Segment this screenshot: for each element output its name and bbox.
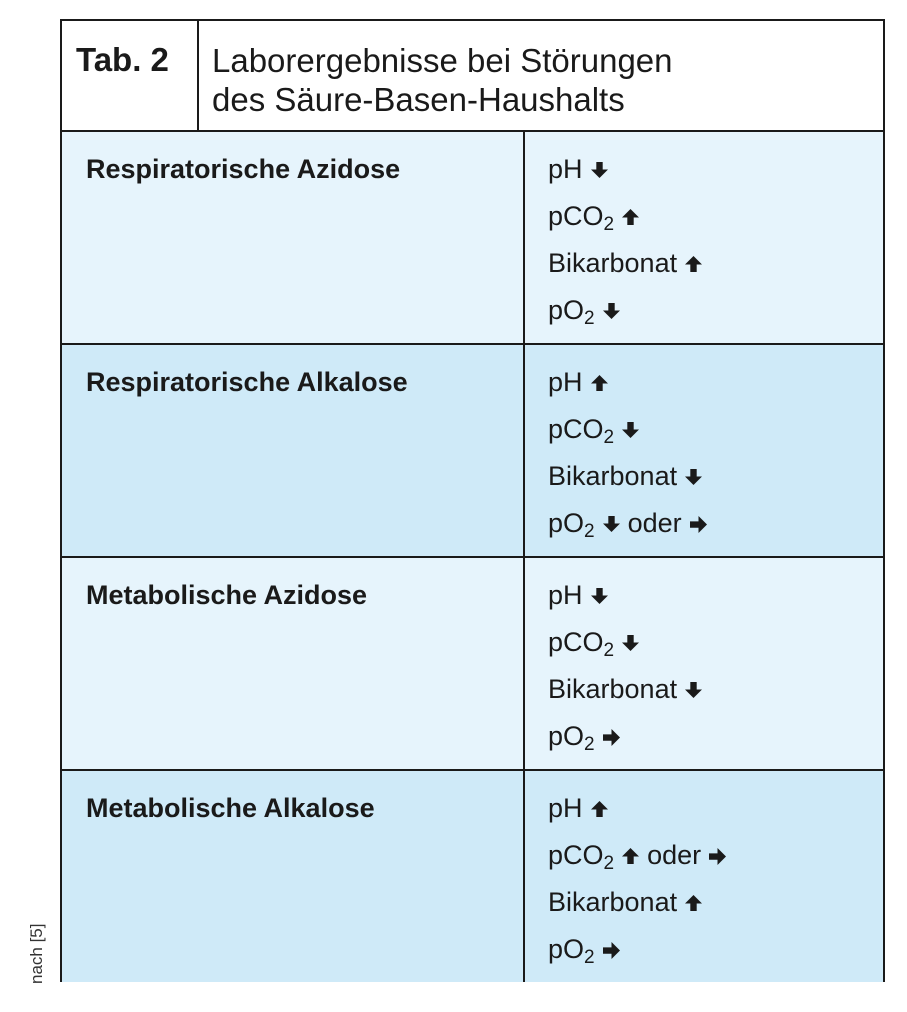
arrow-down-icon xyxy=(591,588,608,605)
lab-value-line xyxy=(548,152,702,199)
arrow-down-icon xyxy=(603,516,620,533)
parameter-subscript: 2 xyxy=(603,214,615,235)
arrow-up-icon xyxy=(622,848,639,865)
parameter-name: pH xyxy=(548,154,583,184)
lab-value-line xyxy=(548,365,707,412)
table-title-line-1: Laborergebnisse bei Störungen xyxy=(212,42,673,79)
parameter-name: Bikarbonat xyxy=(548,248,678,278)
arrow-up-icon xyxy=(591,801,608,818)
lab-value-line xyxy=(548,719,702,766)
lab-value-line xyxy=(548,791,726,838)
lab-value-line xyxy=(548,838,726,885)
lab-values xyxy=(548,791,726,979)
column-divider xyxy=(523,345,525,556)
lab-value-line xyxy=(548,412,707,459)
parameter-subscript: 2 xyxy=(584,521,595,542)
lab-value-line xyxy=(548,506,707,553)
arrow-down-icon xyxy=(603,303,620,320)
arrow-down-icon xyxy=(685,682,702,699)
column-divider xyxy=(523,558,525,769)
lab-values xyxy=(548,152,702,340)
parameter-name: pH xyxy=(548,580,583,610)
lab-values xyxy=(548,578,702,766)
lab-value-line xyxy=(548,672,702,719)
parameter-subscript: 2 xyxy=(603,427,615,448)
source-note: nach [5] xyxy=(27,923,46,984)
conjunction: oder xyxy=(627,508,682,538)
table-row xyxy=(62,558,883,771)
arrow-up-icon xyxy=(685,256,702,273)
arrow-down-icon xyxy=(685,469,702,486)
lab-value-line xyxy=(548,625,702,672)
arrow-right-icon xyxy=(603,942,620,959)
disorder-name: Respiratorische Azidose xyxy=(86,154,401,184)
conjunction: oder xyxy=(647,840,702,870)
lab-value-line xyxy=(548,199,702,246)
lab-value-line xyxy=(548,246,702,293)
arrow-up-icon xyxy=(591,375,608,392)
lab-value-line xyxy=(548,578,702,625)
parameter-subscript: 2 xyxy=(584,947,595,968)
arrow-right-icon xyxy=(690,516,707,533)
parameter-name: pO xyxy=(548,721,585,751)
arrow-down-icon xyxy=(622,635,639,652)
arrow-down-icon xyxy=(591,162,608,179)
lab-value-line xyxy=(548,932,726,979)
table-row xyxy=(62,132,883,345)
lab-value-line xyxy=(548,293,702,340)
lab-results-table xyxy=(60,19,885,982)
parameter-name: Bikarbonat xyxy=(548,674,678,704)
parameter-name: pO xyxy=(548,295,585,325)
parameter-name: pO xyxy=(548,934,585,964)
parameter-subscript: 2 xyxy=(584,734,595,755)
parameter-name: pCO xyxy=(548,201,604,231)
lab-value-line xyxy=(548,459,707,506)
parameter-name: pCO xyxy=(548,414,604,444)
parameter-subscript: 2 xyxy=(603,640,615,661)
disorder-name: Metabolische Alkalose xyxy=(86,793,375,823)
table-title xyxy=(212,41,852,119)
parameter-subscript: 2 xyxy=(584,308,595,329)
lab-values xyxy=(548,365,707,553)
parameter-name: pH xyxy=(548,793,583,823)
table-number: Tab. 2 xyxy=(62,21,199,130)
arrow-down-icon xyxy=(622,422,639,439)
disorder-name: Metabolische Azidose xyxy=(86,580,368,610)
lab-value-line xyxy=(548,885,726,932)
table-row xyxy=(62,345,883,558)
parameter-name: pO xyxy=(548,508,585,538)
parameter-name: Bikarbonat xyxy=(548,887,678,917)
parameter-name: pCO xyxy=(548,840,604,870)
column-divider xyxy=(523,771,525,982)
disorder-name: Respiratorische Alkalose xyxy=(86,367,408,397)
arrow-up-icon xyxy=(685,895,702,912)
arrow-right-icon xyxy=(603,729,620,746)
column-divider xyxy=(523,132,525,343)
table-title-line-2: des Säure-Basen-Haushalts xyxy=(212,81,625,118)
parameter-name: pCO xyxy=(548,627,604,657)
table-header xyxy=(62,21,883,132)
arrow-up-icon xyxy=(622,209,639,226)
parameter-subscript: 2 xyxy=(603,853,615,874)
table-row xyxy=(62,771,883,982)
parameter-name: pH xyxy=(548,367,583,397)
parameter-name: Bikarbonat xyxy=(548,461,678,491)
arrow-right-icon xyxy=(709,848,726,865)
